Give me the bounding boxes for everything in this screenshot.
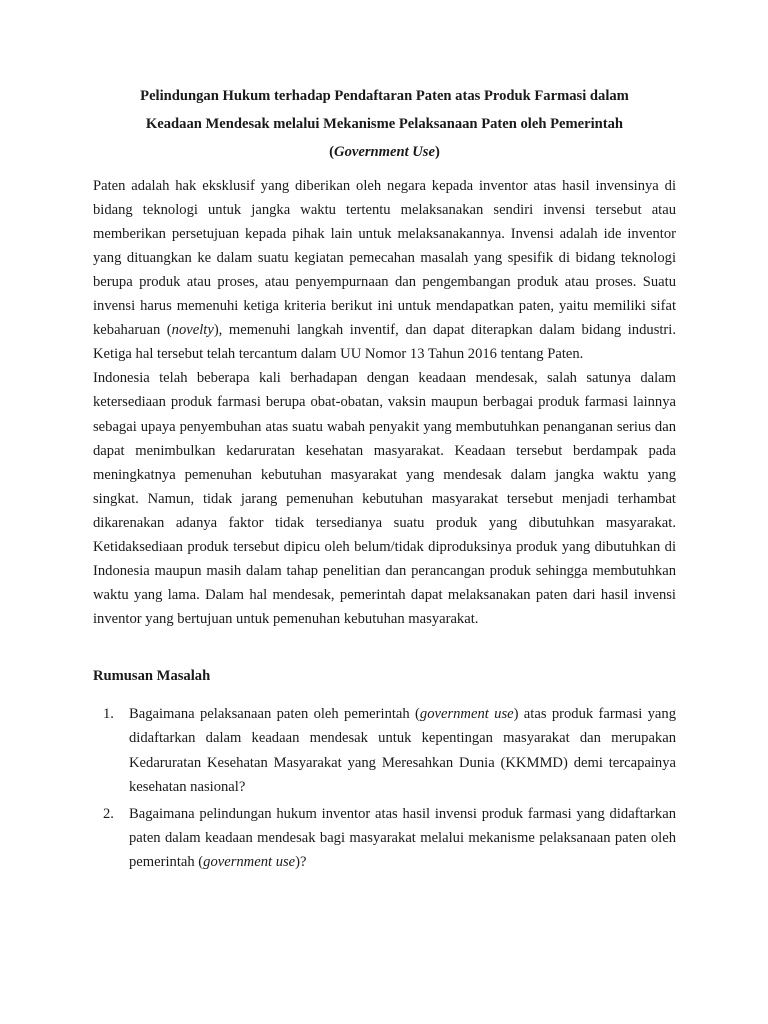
title-line-2: Keadaan Mendesak melalui Mekanisme Pelaksanaan Paten oleh Pemerintah (145, 116, 624, 133)
research-questions-list (93, 702, 676, 874)
title-paren-close: ) (434, 144, 440, 161)
intro-paragraph (93, 174, 676, 367)
list-item-number: 2. (103, 805, 114, 822)
title-paren-open: ( (329, 144, 335, 161)
background-paragraph: Indonesia telah beberapa kali berhadapan dengan keadaan mendesak, salah satunya dalam ketersediaan produk farmasi berupa obat-obatan, vaksin maupun berbagai produk farmasi lainnya sebagai upaya penyembuhan atas suatu wabah penyakit yang membutuhkan penanganan serius dan dapat menimbulkan kedaruratan kesehatan masyarakat. Keadaan tersebut berdampak pada meningkatnya pemenuhan kebutuhan masyarakat yang mendesak dalam jangka waktu yang singkat. Namun, tidak jarang pemenuhan kebutuhan masyarakat tersebut menjadi terhambat dikarenakan adanya faktor tidak tersedianya suatu produk yang dibutuhkan masyarakat. Ketidaksediaan produk tersebut dipicu oleh belum/tidak diproduksinya produk yang dibutuhkan di Indonesia maupun masih dalam tahap penelitian dan perancangan produk sehingga membutuhkan waktu yang lama. Dalam hal mendesak, pemerintah dapat melaksanakan paten dari hasil invensi inventor yang bertujuan untuk pemenuhan kebutuhan masyarakat. (93, 370, 676, 628)
document-title (93, 82, 676, 167)
title-italic-term: Government Use (334, 144, 435, 161)
intro-paragraph-part-2: ), memenuhi langkah inventif, dan dapat diterapkan dalam bidang industri. Ketiga hal tersebut telah tercantum dalam UU Nomor 13 Tahun 2016 tentang Paten. (93, 322, 676, 363)
title-line-1: Pelindungan Hukum terhadap Pendaftaran Paten atas Produk Farmasi dalam (140, 88, 629, 104)
list-item-text (129, 702, 676, 798)
list-item-italic-term: government use (419, 706, 514, 723)
section-heading: Rumusan Masalah (93, 668, 211, 685)
list-item-text-part-1: Bagaimana pelaksanaan paten oleh pemerintah ( (129, 706, 420, 723)
list-item (93, 702, 676, 798)
intro-paragraph-italic-term: novelty (171, 322, 214, 339)
list-item-number: 1. (103, 706, 114, 723)
list-item (93, 802, 676, 874)
list-item-italic-term: government use (203, 853, 296, 870)
title-line-3 (93, 138, 676, 166)
list-item-text-part-2: ) atas produk farmasi yang didaftarkan dalam keadaan mendesak untuk kepentingan masyarakat dan merupakan Kedaruratan Kesehatan Masyarakat yang Meresahkan Dunia (KKMMD) demi tercapainya kesehatan nasional? (129, 706, 676, 795)
list-item-text-part-1: Bagaimana pelindungan hukum inventor atas hasil invensi produk farmasi yang didaftarkan paten dalam keadaan mendesak bagi masyarakat melalui mekanisme pelaksanaan paten oleh pemerintah ( (129, 805, 676, 870)
intro-paragraph-part-1: Paten adalah hak eksklusif yang diberikan oleh negara kepada inventor atas hasil invensinya di bidang teknologi untuk jangka waktu tertentu melaksanakan sendiri invensi tersebut atau memberikan persetujuan kepada pihak lain untuk melaksanakannya. Invensi adalah ide inventor yang dituangkan ke dalam suatu kegiatan pemecahan masalah yang spesifik di bidang teknologi berupa produk atau proses, atau penyempurnaan dan pengembangan produk atau proses. Suatu invensi harus memenuhi ketiga kriteria berikut ini untuk mendapatkan paten, yaitu memiliki sifat kebaharuan ( (93, 177, 676, 339)
list-item-text-part-2: )? (295, 853, 307, 870)
list-item-text (129, 802, 676, 874)
